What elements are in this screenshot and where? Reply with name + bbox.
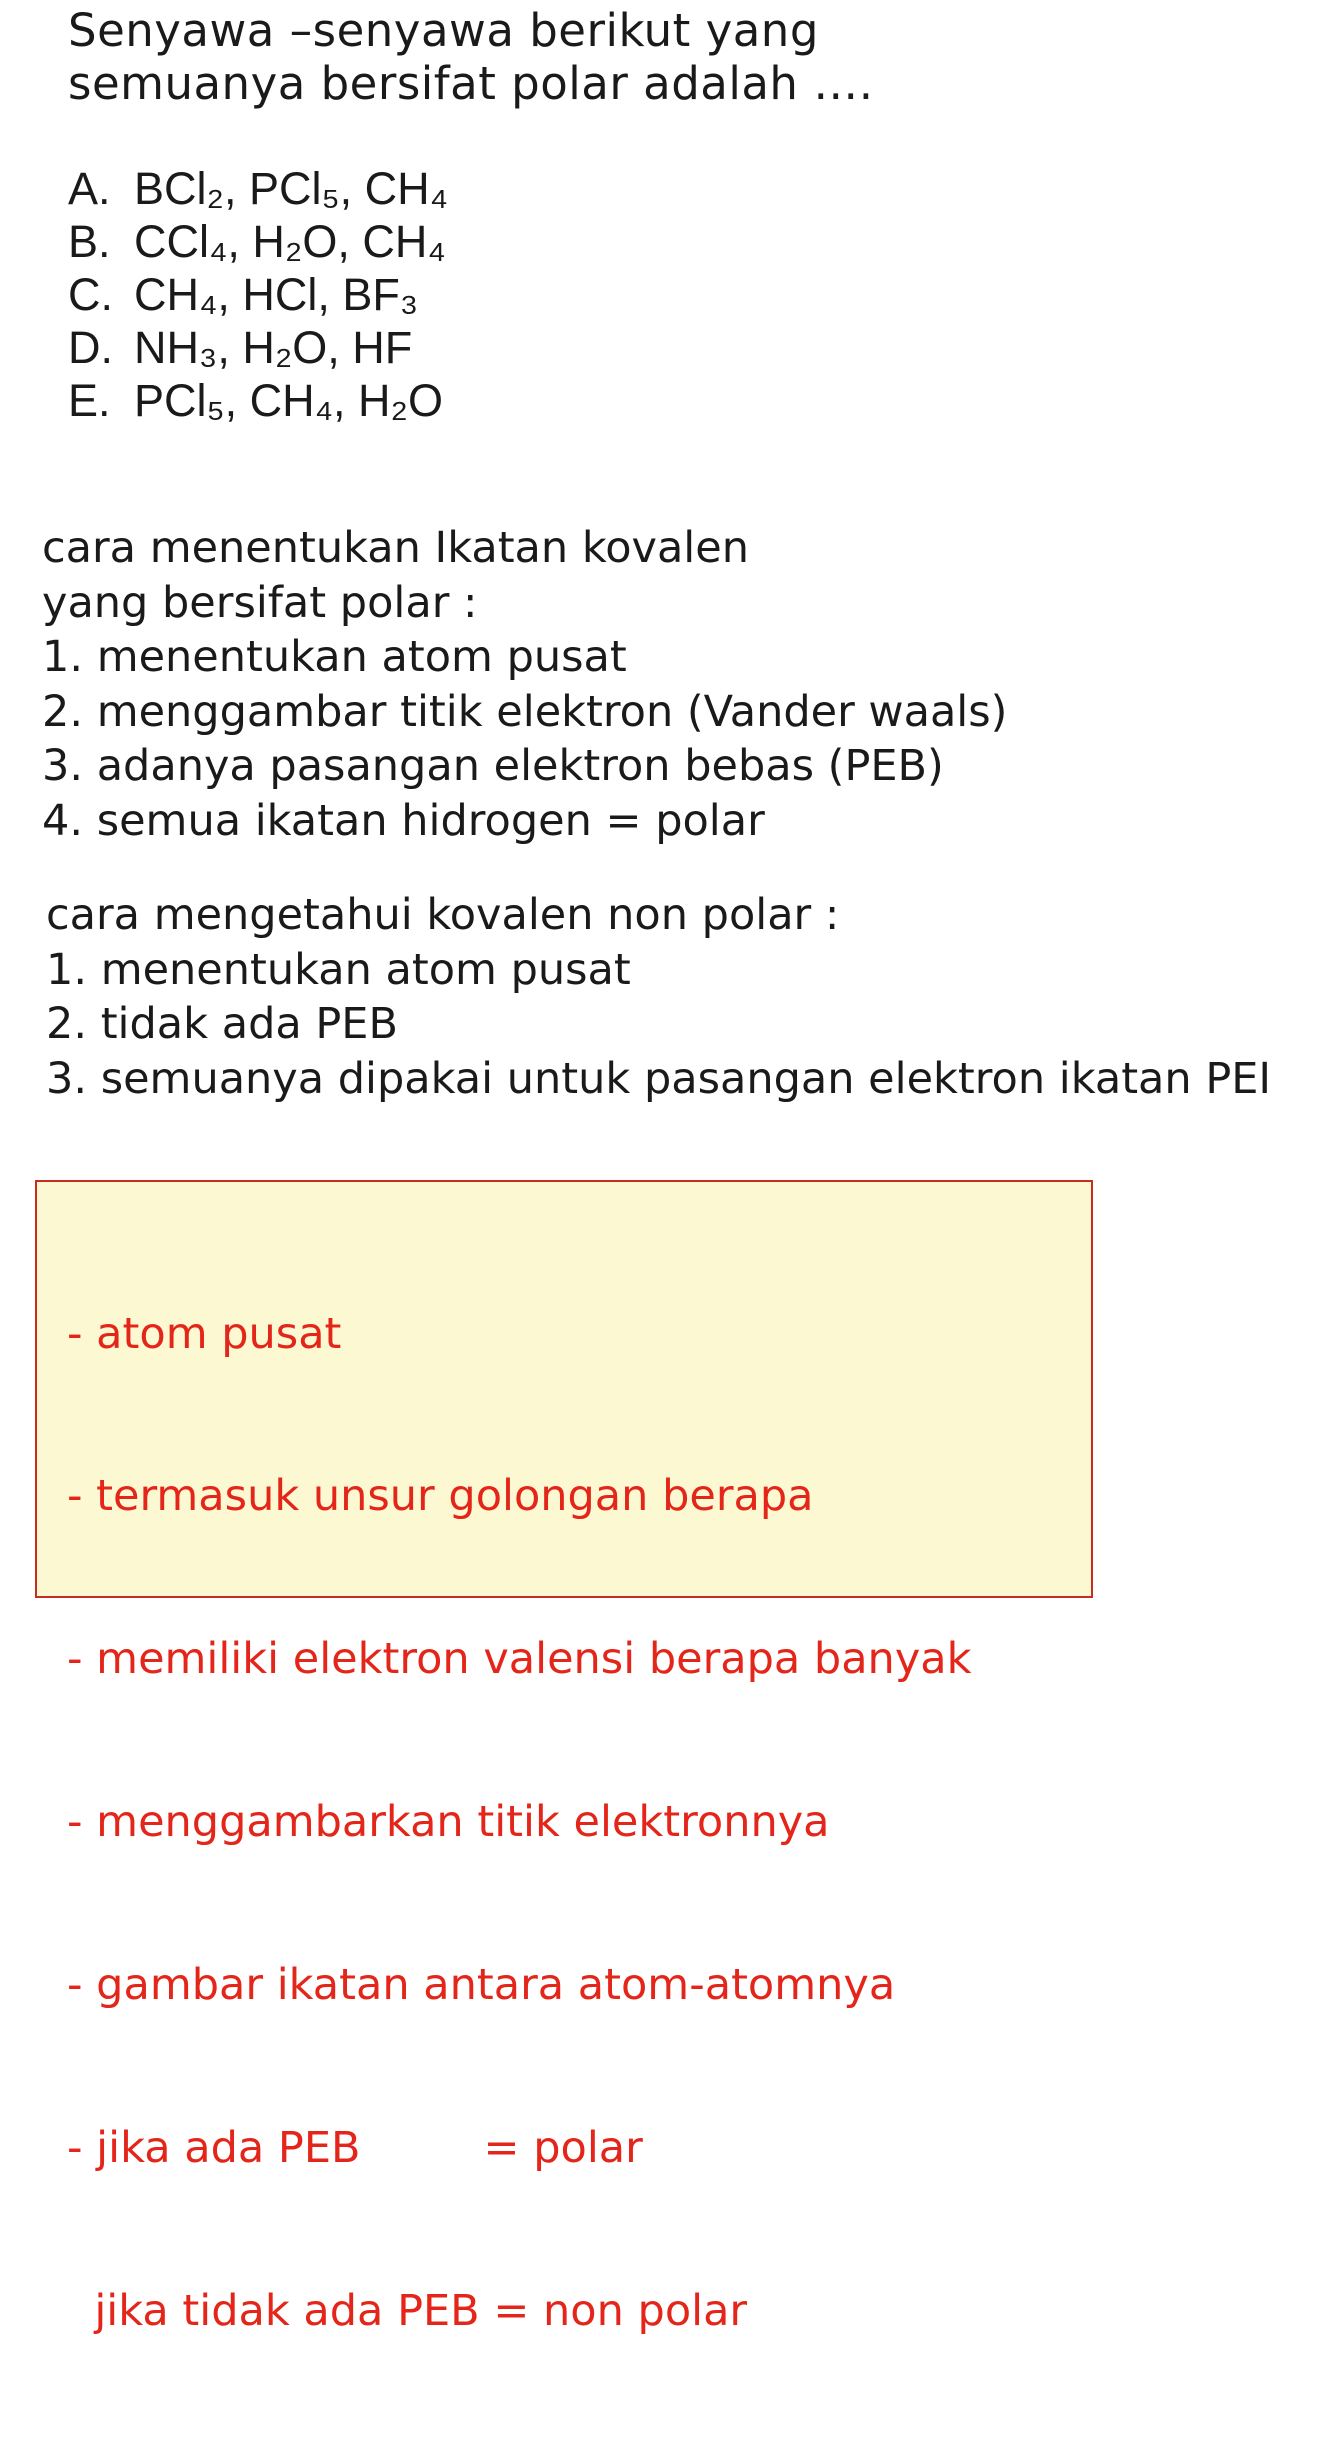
- option-e[interactable]: [68, 374, 788, 424]
- answer-options: [68, 162, 788, 424]
- option-text: CH₄, HCl, BF₃: [134, 269, 419, 320]
- option-letter: D.: [68, 322, 113, 373]
- note-line: - jika ada PEB = polar: [67, 2123, 643, 2174]
- section-title-line: cara menentukan Ikatan kovalen: [42, 523, 749, 573]
- note-line: - gambar ikatan antara atom-atomnya: [67, 1960, 896, 2011]
- option-a[interactable]: [68, 162, 788, 215]
- option-text: NH₃, H₂O, HF: [134, 322, 413, 373]
- option-text: BCl₂, PCl₅, CH₄: [134, 163, 448, 214]
- option-text: CCl₄, H₂O, CH₄: [134, 216, 446, 267]
- option-c[interactable]: [68, 268, 788, 321]
- option-letter: A.: [68, 163, 111, 214]
- option-text: PCl₅, CH₄, H₂O: [134, 375, 443, 424]
- option-letter: B.: [68, 216, 111, 267]
- step-item: 3. semuanya dipakai untuk pasangan elektron ikatan PEI: [46, 1053, 1272, 1104]
- step-item: 4. semua ikatan hidrogen = polar: [42, 795, 765, 846]
- question-line: semuanya bersifat polar adalah ….: [68, 57, 874, 110]
- note-line: - atom pusat: [67, 1308, 342, 1359]
- option-d[interactable]: [68, 321, 788, 374]
- section-title-line: yang bersifat polar :: [42, 577, 478, 628]
- nonpolar-method-section: [46, 888, 1322, 1106]
- step-item: 3. adanya pasangan elektron bebas (PEB): [42, 741, 944, 791]
- note-line: - memiliki elektron valensi berapa banyak: [67, 1634, 972, 1685]
- question-text: [68, 4, 874, 110]
- note-line: - termasuk unsur golongan berapa: [67, 1471, 814, 1522]
- note-lines: [67, 1198, 972, 2447]
- note-line: - menggambarkan titik elektronnya: [67, 1797, 830, 1848]
- step-item: 2. menggambar titik elektron (Vander waals): [42, 686, 1008, 737]
- option-b[interactable]: [68, 215, 788, 268]
- note-box: [35, 1180, 1093, 2336]
- step-item: 1. menentukan atom pusat: [42, 632, 627, 682]
- section-title: cara mengetahui kovalen non polar :: [46, 890, 840, 940]
- option-letter: E.: [68, 375, 111, 424]
- step-item: 1. menentukan atom pusat: [46, 944, 631, 995]
- step-item: 2. tidak ada PEB: [46, 999, 398, 1049]
- note-line: jika tidak ada PEB = non polar: [67, 2285, 748, 2336]
- polar-method-section: [42, 521, 1007, 848]
- option-letter: C.: [68, 269, 113, 320]
- question-line: Senyawa –senyawa berikut yang: [68, 4, 819, 57]
